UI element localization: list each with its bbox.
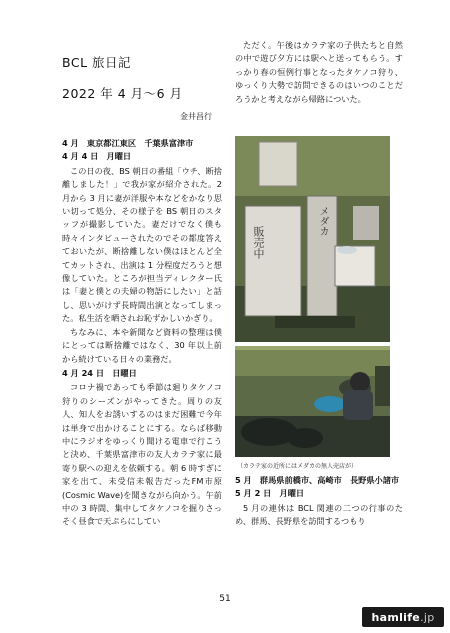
right-column-top	[235, 39, 403, 106]
photo-medaka-stand	[235, 136, 390, 342]
medaka-label: メダカ	[317, 206, 328, 236]
page-number: 51	[219, 594, 231, 604]
article-author: 金井昌行	[180, 112, 212, 121]
section-heading: 5 月 2 日 月曜日	[235, 488, 305, 499]
body-paragraph: ただく。午後はカラテ家の子供たちと自然の中で遊び夕方には駅へと送ってもらう。すっかり春の恒例行事となったタケノコ狩り、ゆっくり大勢で訪問できるのはいつのことだろうかと考えながら帰路についた。	[235, 40, 403, 104]
article-subtitle: 2022 年 4 月～6 月	[62, 86, 183, 101]
section-heading: 4 月 東京都江東区 千葉県富津市	[62, 138, 194, 148]
body-paragraph: 5 月の連休は BCL 関連の二つの行事のため、群馬、長野県を訪問するつもり	[235, 502, 403, 527]
section-heading: 5 月 群馬県前橋市、高崎市 長野県小諸市	[235, 475, 400, 485]
right-column-bottom	[235, 474, 403, 529]
photo-caption: （カラテ家の近所にはメダカの無人売店が）	[237, 463, 358, 470]
site-logo[interactable]	[362, 607, 444, 627]
body-paragraph: コロナ禍であっても季節は廻りタケノコ狩りのシーズンがやってきた。周りの友人、知人をお誘いするのはまだ困難で今年は単身で出かけることにする。ならば移動中にラジオをゆっくり聞ける電車で行こうと決め、千葉県富津市の友人カラテ家に最寄り駅への迎えを依頼する。朝 6 時すぎに家を出て、未受信未報告だったFM市原(Cosmic Wave)を聞きながら向かう。午前中の 3 時間、集中してタケノコを掘りさっそく昼食で天ぷらにしてい	[62, 382, 222, 527]
sign-text: 販売中	[252, 226, 265, 259]
logo-suffix: .jp	[420, 610, 435, 624]
body-paragraph: ちなみに、本や新聞など資料の整理は僕にとっては断捨離ではなく、30 年以上前から続けている日々の業務だ。	[62, 326, 222, 364]
medaka-tanks-illustration	[235, 346, 390, 457]
section-heading: 4 月 24 日 日曜日	[62, 367, 137, 378]
section-heading: 4 月 4 日 月曜日	[62, 151, 132, 162]
body-paragraph: この日の夜、BS 朝日の番組「ウチ、断捨離しました！」で我が家が紹介された。2 月から 3 月に妻が洋服や本などをかなり思い切って処分、その様子を BS 朝日のスタッフが撮影していた。妻だけでなく僕も時々インタビューされたのでその都度答えておいたが、断捨離しない僕はほとんど全てカットされ、出演は 1 分程度だろうと想像していた。ところが担当ディレクター氏は「妻と僕との夫婦の物語にしたい」と話し、思いがけず長時間出演となってしまった。私生活を晒されお恥ずかしいかぎり。	[62, 165, 222, 324]
left-column	[62, 137, 222, 529]
logo-brand: hamlife	[371, 610, 421, 624]
photo-medaka-tanks	[235, 346, 390, 457]
article-title: BCL 旅日記	[62, 55, 132, 70]
